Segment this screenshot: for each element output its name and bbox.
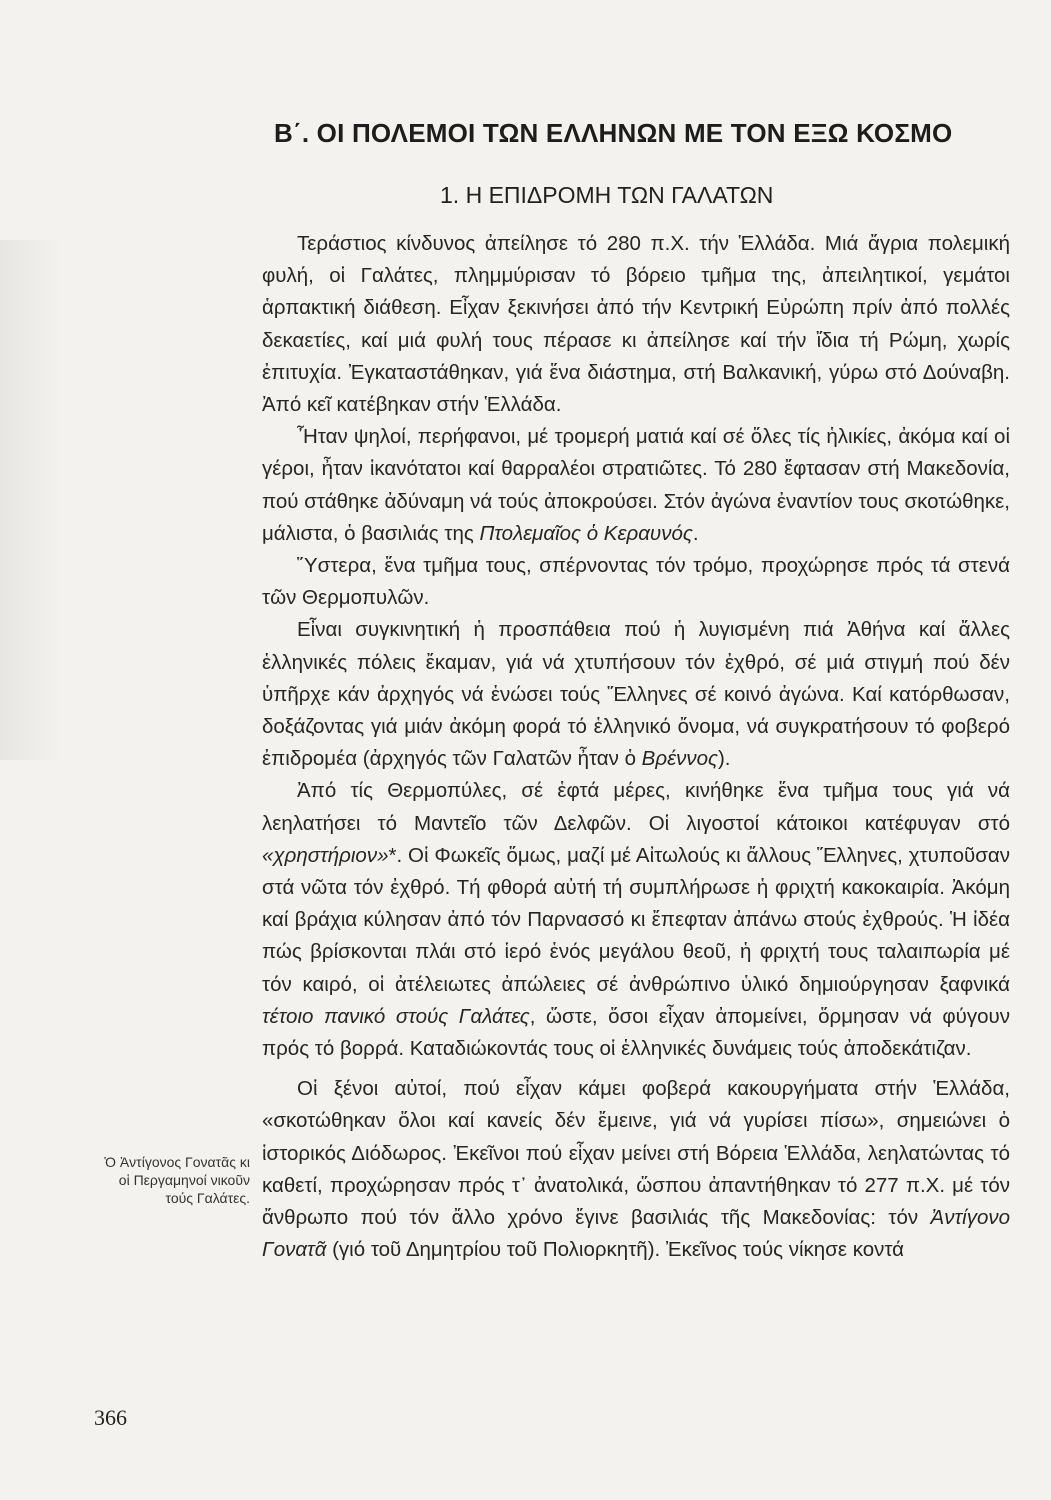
italic-text: τέτοιο πανικό στούς Γαλάτες [262,1004,530,1028]
text-run: Εἶναι συγκινητική ἡ προσπάθεια πού ἡ λυγισμένη πιά Ἀθήνα καί ἄλλες ἑλληνικές πόλεις ἔκαμαν, γιά νά χτυπήσουν τόν ἐχθρό, σέ μιά στιγμή πού δέν ὑπῆρχε κάν ἀρχηγός νά ἑνώσει τούς Ἕλληνες σέ κοινό ἀγώνα. Καί κατόρθωσαν, δοξάζοντας γιά μιάν ἀκόμη φορά τό ἑλληνικό ὄνομα, νά συγκρατήσουν τό φοβερό ἐπιδρομέα (ἀρχηγός τῶν Γαλατῶν ἦταν ὁ [262,618,1010,771]
italic-text: Ἀντίγονο Γονατᾶ [262,1206,1010,1262]
bleed-through-shadow [0,240,80,760]
paragraph [262,550,1010,614]
figure-caption: Ὁ Ἀντίγονος Γονατᾶς κι οἱ Περγαμηνοί νικοῦν τούς Γαλάτες. [104,1154,250,1206]
text-run: Οἱ ξένοι αὐτοί, πού εἶχαν κάμει φοβερά κακουργήματα στήν Ἑλλάδα, «σκοτώθηκαν ὅλοι καί κανείς δέν ἔμεινε, γιά νά γυρίσει πίσω», σημειώνει ὁ ἱστορικός Διόδωρος. Ἐκεῖνοι πού εἶχαν μείνει στή Βόρεια Ἑλλάδα, λεηλατώντας τό καθετί, προχώρησαν πρός τ᾿ ἀνατολικά, ὥσπου ἀπαντήθηκαν τό 277 π.Χ. μέ τόν ἄνθρωπο πού τόν ἄλλο χρόνο ἔγινε βασιλιάς τῆς Μακεδονίας: τόν [262,1077,1010,1230]
italic-text: «χρηστήριον» [262,843,389,867]
text-run: , ὥστε, ὅσοι εἶχαν ἀπομείνει, ὅρμησαν νά φύγουν πρός τό βορρά. Καταδιώκοντάς τους οἱ ἑλληνικές δυνάμεις τούς ἀποδεκάτιζαν. [262,1004,1010,1061]
text-run: Ὕστερα, ἕνα τμῆμα τους, σπέρνοντας τόν τρόμο, προχώρησε πρός τά στενά τῶν Θερμοπυλῶν. [262,554,1010,610]
text-run: . [692,521,699,545]
body-text [262,228,1010,1267]
text-run: Ἀπό τίς Θερμοπύλες, σέ ἑφτά μέρες, κινήθηκε ἕνα τμῆμα τους γιά νά λεηλατήσει τό Μαντεῖο τῶν Δελφῶν. Οἱ λιγοστοί κάτοικοι κατέφυγαν στό [262,779,1010,835]
paragraph [262,421,1010,550]
text-run: (γιό τοῦ Δημητρίου τοῦ Πολιορκητῆ). Ἐκεῖνος τούς νίκησε κοντά [326,1238,904,1262]
text-run: *. Οἱ Φωκεῖς ὅμως, μαζί μέ Αἰτωλούς κι ἄλλους Ἕλληνες, χτυποῦσαν στά νῶτα τόν ἐχθρό. Τή φθορά αὐτή τή συμπλήρωσε ἡ φριχτή κακοκαιρία. Ἀκόμη καί βράχια κύλησαν ἀπό τόν Παρνασσό κι ἔπεφταν ἀπάνω στούς ἐχθρούς. Ἡ ἰδέα πώς βρίσκονται πλάι στό ἱερό ἑνός μεγάλου θεοῦ, ἡ φριχτή τους ταλαιπωρία μέ τόν καιρό, οἱ ἀτέλειωτες ἀπώλειες σέ ἀνθρώπινο ὑλικό δημιούργησαν ξαφνικά [262,843,1010,996]
paragraph [262,1073,1010,1266]
paragraph [262,228,1010,421]
text-run: ). [717,747,731,771]
text-run: Τεράστιος κίνδυνος ἀπείλησε τό 280 π.Χ. τήν Ἑλλάδα. Μιά ἄγρια πολεμική φυλή, οἱ Γαλάτες, πλημμύρισαν τό βόρειο τμῆμα της, ἀπειλητικοί, γεμάτοι ἁρπακτική διάθεση. Εἶχαν ξεκινήσει ἀπό τήν Κεντρική Εὐρώπη πρίν ἀπό πολλές δεκαετίες, καί μιά φυλή τους πέρασε κι ἀπείλησε καί τήν ἴδια τή Ρώμη, χωρίς ἐπιτυχία. Ἐγκαταστάθηκαν, γιά ἕνα διάστημα, στή Βαλκανική, γύρω στό Δούναβη. Ἀπό κεῖ κατέβηκαν στήν Ἑλλάδα. [262,232,1010,417]
paragraph [262,775,1010,1065]
paragraph [262,614,1010,775]
italic-text: Πτολεμαῖος ὁ Κεραυνός [479,521,693,545]
italic-text: Βρέννος [641,747,718,771]
page-number: 366 [94,1405,127,1430]
text-run: Ἦταν ψηλοί, περήφανοι, μέ τρομερή ματιά καί σέ ὅλες τίς ἡλικίες, ἀκόμα καί οἱ γέροι, ἦταν ἱκανότατοι καί θαρραλέοι στρατιῶτες. Τό 280 ἔφτασαν στή Μακεδονία, πού στάθηκε ἀδύναμη νά τούς ἀποκρούσει. Στόν ἀγώνα ἐναντίον τους σκοτώθηκε, μάλιστα, ὁ βασιλιάς της [262,425,1010,545]
section-title: 1. Η ΕΠΙΔΡΟΜΗ ΤΩΝ ΓΑΛΑΤΩΝ [440,182,774,208]
chapter-title: Β΄. ΟΙ ΠΟΛΕΜΟΙ ΤΩΝ ΕΛΛΗΝΩΝ ΜΕ ΤΟΝ ΕΞΩ ΚΟΣΜΟ [274,118,953,148]
